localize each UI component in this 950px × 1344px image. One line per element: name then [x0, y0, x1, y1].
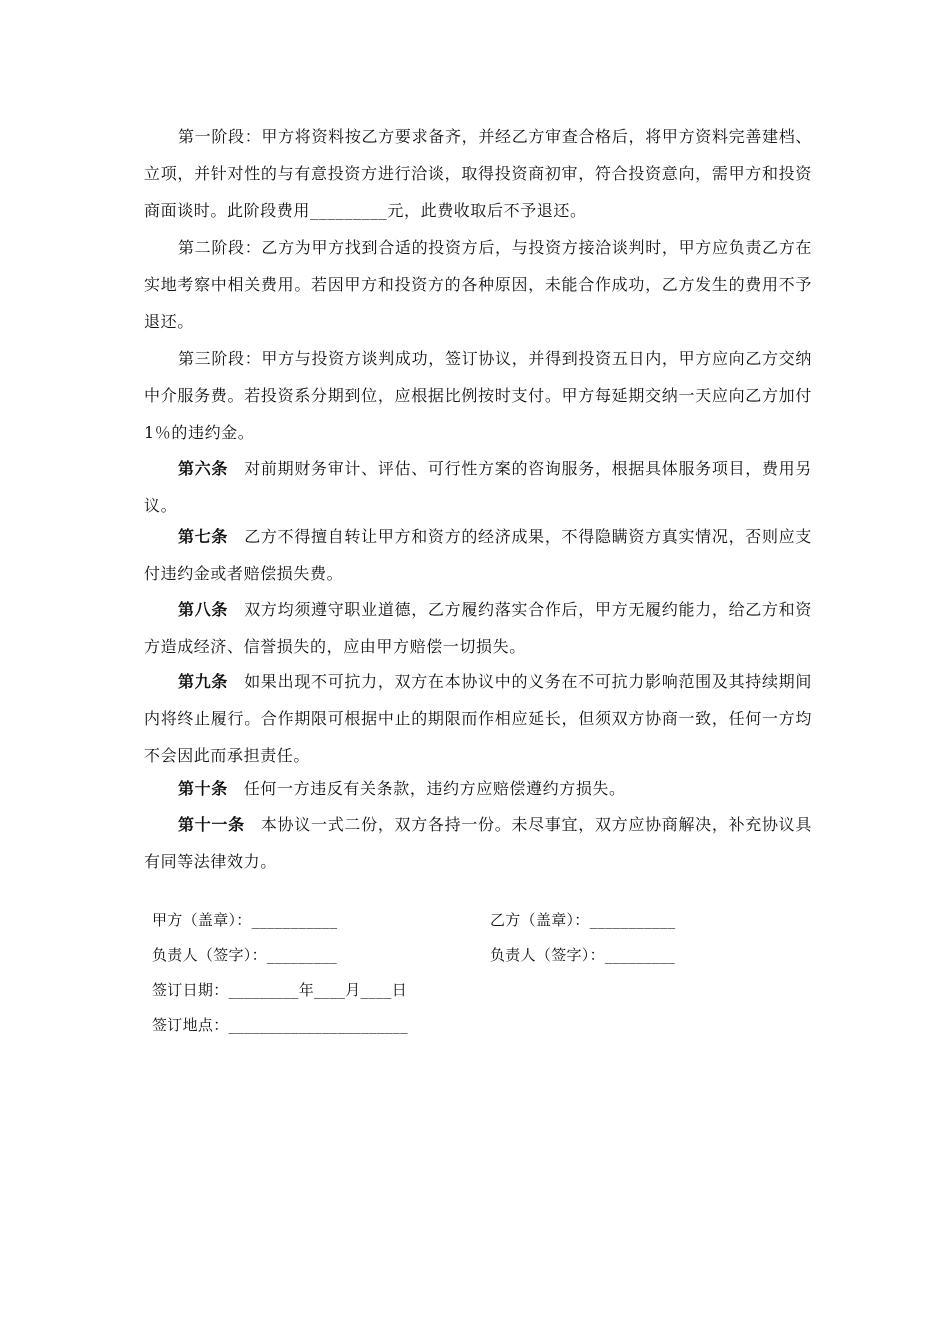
article-seven-paragraph	[144, 518, 812, 592]
stage-two-text: 第二阶段：乙方为甲方找到合适的投资方后，与投资方接洽谈判时，甲方应负责乙方在实地考察中相关费用。若因甲方和投资方的各种原因，未能合作成功，乙方发生的费用不予退还。	[144, 238, 812, 331]
article-eight-text: 双方均须遵守职业道德，乙方履约落实合作后，甲方无履约能力，给乙方和资方造成经济、信誉损失的，应由甲方赔偿一切损失。	[144, 600, 812, 656]
stage-two-paragraph	[144, 229, 812, 340]
article-nine-paragraph	[144, 663, 812, 774]
article-eight-label: 第八条	[178, 600, 229, 619]
sign-date-line: 签订日期：_________年____月____日	[152, 981, 408, 999]
article-eight-paragraph	[144, 591, 812, 665]
article-nine-text: 如果出现不可抗力，双方在本协议中的义务在不可抗力影响范围及其持续期间内将终止履行。合作期限可根据中止的期限而作相应延长，但须双方协商一致，任何一方均不会因此而承担责任。	[144, 672, 812, 765]
article-seven-text: 乙方不得擅自转让甲方和资方的经济成果，不得隐瞒资方真实情况，否则应支付违约金或者赔偿损失费。	[144, 527, 812, 583]
party-b-person-line: 负责人（签字）：_________	[490, 946, 676, 964]
article-six-label: 第六条	[178, 459, 229, 478]
party-a-seal-line: 甲方（盖章）：___________	[152, 911, 338, 929]
sign-place-line: 签订地点：_______________________	[152, 1016, 408, 1034]
article-nine-label: 第九条	[178, 672, 229, 691]
party-a-person-line: 负责人（签字）：_________	[152, 946, 338, 964]
article-six-paragraph	[144, 450, 812, 524]
article-ten-label: 第十条	[178, 779, 228, 798]
article-eleven-paragraph	[144, 806, 812, 880]
article-eleven-text: 本协议一式二份，双方各持一份。未尽事宜，双方应协商解决，补充协议具有同等法律效力。	[144, 815, 812, 871]
article-eleven-label: 第十一条	[178, 815, 245, 834]
stage-one-text: 第一阶段：甲方将资料按乙方要求备齐，并经乙方审查合格后，将甲方资料完善建档、立项，并针对性的与有意投资方进行洽谈，取得投资商初审，符合投资意向，需甲方和投资商面谈时。此阶段费用_________元，此费收取后不予退还。	[144, 127, 812, 220]
stage-three-text: 第三阶段：甲方与投资方谈判成功，签订协议，并得到投资五日内，甲方应向乙方交纳中介服务费。若投资系分期到位，应根据比例按时支付。甲方每延期交纳一天应向乙方加付 1％的违约金。	[144, 349, 812, 442]
article-ten-paragraph	[144, 770, 812, 807]
article-ten-text: 任何一方违反有关条款，违约方应赔偿遵约方损失。	[243, 779, 626, 798]
stage-one-paragraph	[144, 118, 812, 229]
article-seven-label: 第七条	[178, 527, 229, 546]
stage-three-paragraph	[144, 340, 812, 451]
party-b-seal-line: 乙方（盖章）：___________	[490, 911, 676, 929]
article-six-text: 对前期财务审计、评估、可行性方案的咨询服务，根据具体服务项目，费用另议。	[144, 459, 812, 515]
